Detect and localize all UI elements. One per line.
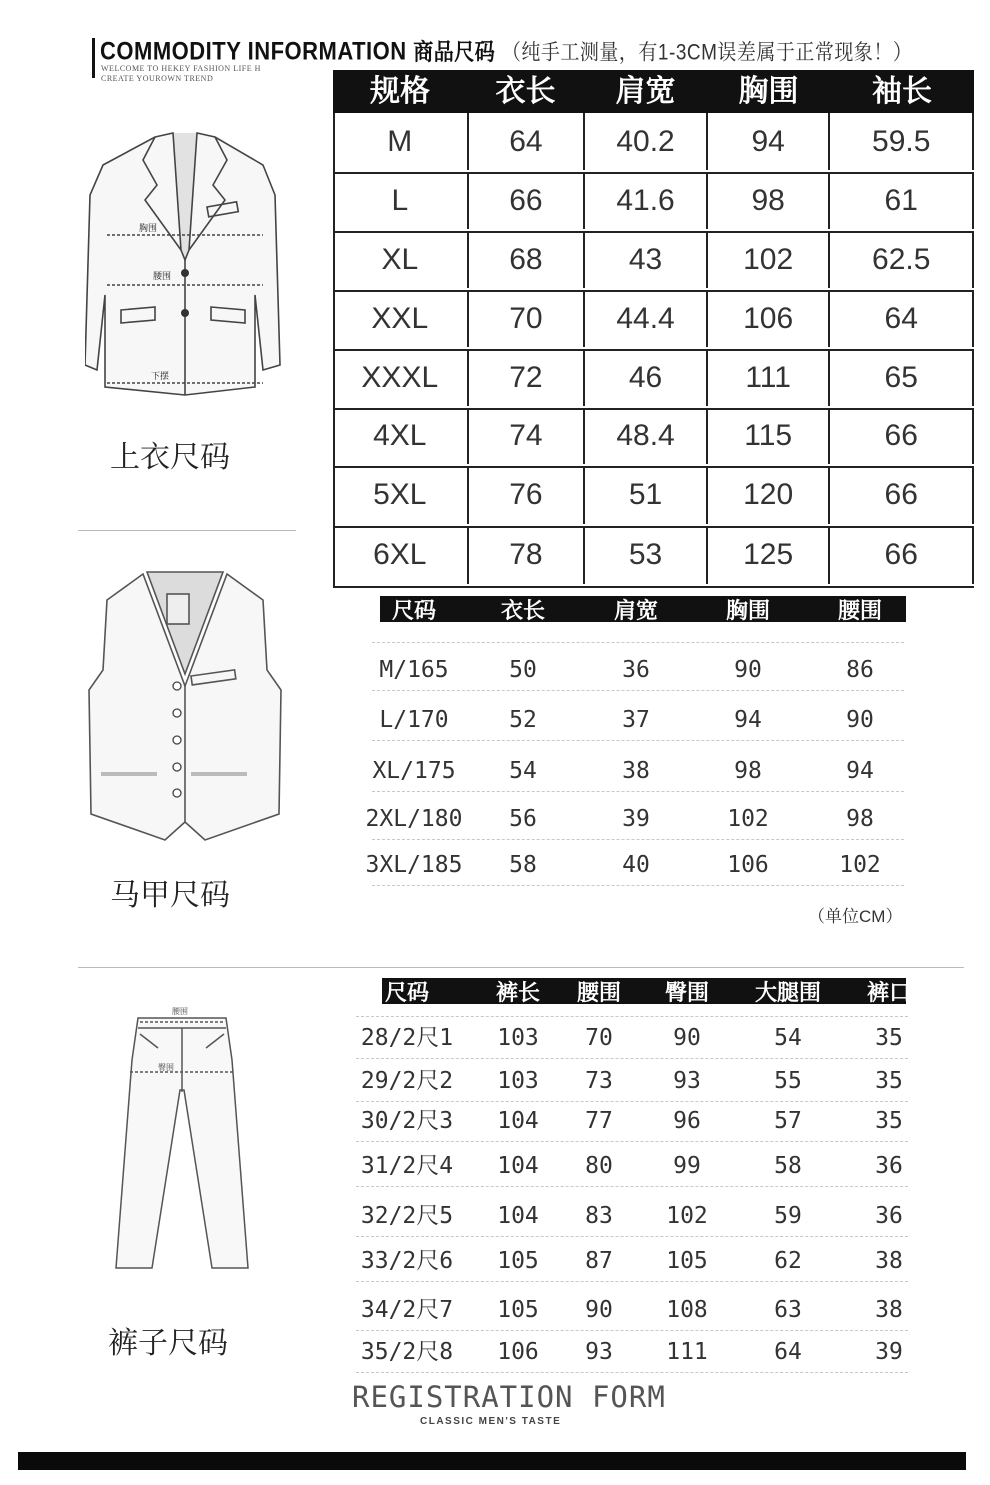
- table-cell: 35: [875, 1025, 903, 1051]
- table-cell: 120: [708, 466, 831, 524]
- table-row: [333, 408, 974, 468]
- table-row: [0, 705, 990, 735]
- table-cell: 62.5: [830, 231, 974, 288]
- table-cell: 80: [585, 1153, 613, 1179]
- title-en: COMMODITY INFORMATION: [100, 36, 407, 66]
- pants-table-header: [382, 978, 911, 1005]
- header-accent-bar: [92, 38, 95, 78]
- table-cell: 66: [469, 172, 586, 229]
- table-cell: XXL: [333, 290, 469, 347]
- table-cell: 33/2尺6: [360, 1248, 454, 1274]
- page-title: [100, 33, 912, 66]
- table-cell: 36: [875, 1203, 903, 1229]
- table-cell: 94: [708, 113, 831, 170]
- table-row: [333, 290, 974, 351]
- table-cell: 74: [469, 408, 586, 464]
- table-cell: 104: [497, 1203, 539, 1229]
- table-cell: 28/2尺1: [360, 1025, 454, 1051]
- row-divider: [356, 1058, 908, 1059]
- table-cell: 40: [622, 852, 650, 878]
- table-cell: 106: [708, 290, 831, 347]
- row-divider: [372, 740, 904, 741]
- header-subtitle-1: WELCOME TO HEKEY FASHION LIFE H: [101, 64, 261, 73]
- pants-size-label: 裤子尺码: [108, 1327, 228, 1360]
- table-cell: 72: [469, 349, 586, 406]
- pants-hip-label: 臀围: [158, 1063, 174, 1072]
- table-row: [0, 850, 990, 880]
- table-cell: 5XL: [333, 466, 469, 524]
- divider: [78, 967, 964, 968]
- pants-col-header: 裤长: [495, 979, 540, 1005]
- table-cell: 64: [830, 290, 974, 347]
- pants-col-header: 腰围: [576, 979, 621, 1005]
- table-cell: 73: [585, 1068, 613, 1094]
- vest-col-header: 胸围: [725, 597, 770, 623]
- row-divider: [372, 642, 904, 643]
- table-cell: 90: [585, 1297, 613, 1323]
- table-cell: 58: [509, 852, 537, 878]
- table-cell: 38: [875, 1297, 903, 1323]
- table-cell: 77: [585, 1108, 613, 1134]
- jacket-col-header: 胸围: [738, 75, 799, 108]
- table-cell: 56: [509, 806, 537, 832]
- table-row: [333, 231, 974, 292]
- table-cell: 36: [875, 1153, 903, 1179]
- table-cell: 93: [673, 1068, 701, 1094]
- table-cell: 78: [469, 526, 586, 584]
- table-cell: M: [333, 113, 469, 170]
- table-cell: 62: [774, 1248, 802, 1274]
- table-cell: 98: [846, 806, 874, 832]
- table-cell: 90: [846, 707, 874, 733]
- table-cell: M/165: [379, 657, 449, 683]
- table-cell: 70: [585, 1025, 613, 1051]
- table-cell: 66: [830, 466, 974, 524]
- table-cell: 90: [673, 1025, 701, 1051]
- table-cell: 105: [497, 1297, 539, 1323]
- table-cell: 111: [666, 1339, 708, 1365]
- table-cell: 38: [875, 1248, 903, 1274]
- table-row: [0, 1023, 990, 1053]
- row-divider: [356, 1016, 908, 1017]
- pants-col-header: 臀围: [664, 979, 709, 1005]
- table-cell: 104: [497, 1153, 539, 1179]
- table-cell: 105: [497, 1248, 539, 1274]
- table-row: [333, 349, 974, 410]
- table-cell: 4XL: [333, 408, 469, 464]
- table-cell: 64: [774, 1339, 802, 1365]
- table-cell: 3XL/185: [365, 852, 463, 878]
- title-cn: 商品尺码: [413, 39, 496, 66]
- table-cell: 94: [846, 758, 874, 784]
- jacket-diagram: [85, 125, 295, 410]
- vest-col-header: 衣长: [500, 597, 545, 623]
- table-cell: 53: [585, 526, 708, 584]
- table-row: [0, 1066, 990, 1096]
- table-row: [333, 172, 974, 233]
- pants-col-header: 裤口: [866, 979, 911, 1005]
- table-cell: 105: [666, 1248, 708, 1274]
- vest-size-label: 马甲尺码: [110, 879, 230, 912]
- table-cell: 41.6: [585, 172, 708, 229]
- table-cell: 90: [734, 657, 762, 683]
- vest-col-header: 尺码: [391, 597, 436, 623]
- jacket-size-table: [333, 70, 974, 586]
- footer-bar: [18, 1452, 966, 1470]
- table-row: [0, 1106, 990, 1136]
- table-cell: 43: [585, 231, 708, 288]
- row-divider: [372, 791, 904, 792]
- table-cell: 54: [774, 1025, 802, 1051]
- table-cell: 35: [875, 1108, 903, 1134]
- registration-form-title: REGISTRATION FORM: [352, 1380, 666, 1414]
- row-divider: [356, 1186, 908, 1187]
- table-cell: 70: [469, 290, 586, 347]
- table-cell: 59.5: [830, 113, 974, 170]
- table-cell: 35: [875, 1068, 903, 1094]
- table-cell: 38: [622, 758, 650, 784]
- table-cell: 103: [497, 1025, 539, 1051]
- header-subtitle-2: CREATE YOUROWN TREND: [101, 74, 214, 83]
- row-divider: [356, 1330, 908, 1331]
- row-divider: [372, 839, 904, 840]
- table-row: [333, 526, 974, 588]
- table-cell: 102: [666, 1203, 708, 1229]
- jacket-table-header: [333, 70, 974, 113]
- table-cell: 52: [509, 707, 537, 733]
- row-divider: [372, 885, 904, 886]
- unit-label: （单位CM）: [808, 907, 903, 926]
- table-cell: 102: [839, 852, 881, 878]
- jacket-chest-label: 胸围: [139, 223, 158, 233]
- table-cell: 61: [830, 172, 974, 229]
- table-cell: L/170: [379, 707, 449, 733]
- table-cell: 44.4: [585, 290, 708, 347]
- table-cell: 98: [708, 172, 831, 229]
- table-row: [0, 804, 990, 834]
- jacket-waist-label: 腰围: [153, 271, 172, 281]
- table-cell: 65: [830, 349, 974, 406]
- table-cell: 29/2尺2: [360, 1068, 454, 1094]
- table-cell: 32/2尺5: [360, 1203, 454, 1229]
- table-cell: 64: [469, 113, 586, 170]
- table-row: [0, 756, 990, 786]
- table-cell: 106: [497, 1339, 539, 1365]
- table-row: [0, 655, 990, 685]
- jacket-col-header: 规格: [370, 75, 430, 108]
- table-cell: 63: [774, 1297, 802, 1323]
- table-cell: 111: [708, 349, 831, 406]
- table-cell: 31/2尺4: [360, 1153, 454, 1179]
- table-cell: 55: [774, 1068, 802, 1094]
- jacket-hem-label: 下摆: [151, 371, 170, 381]
- table-cell: 104: [497, 1108, 539, 1134]
- table-cell: 39: [622, 806, 650, 832]
- table-row: [0, 1246, 990, 1276]
- row-divider: [372, 690, 904, 691]
- table-row: [0, 1151, 990, 1181]
- table-cell: 39: [875, 1339, 903, 1365]
- table-cell: 99: [673, 1153, 701, 1179]
- table-cell: 108: [666, 1297, 708, 1323]
- table-cell: 2XL/180: [365, 806, 463, 832]
- table-cell: 66: [830, 526, 974, 584]
- table-cell: 57: [774, 1108, 802, 1134]
- table-cell: 102: [708, 231, 831, 288]
- table-cell: 93: [585, 1339, 613, 1365]
- vest-col-header: 腰围: [837, 597, 882, 623]
- table-row: [0, 1337, 990, 1367]
- table-cell: 102: [727, 806, 769, 832]
- table-cell: 87: [585, 1248, 613, 1274]
- pants-col-header: 尺码: [384, 979, 429, 1005]
- table-cell: 66: [830, 408, 974, 464]
- table-cell: 46: [585, 349, 708, 406]
- jacket-col-header: 衣长: [495, 75, 556, 108]
- table-cell: 76: [469, 466, 586, 524]
- row-divider: [356, 1372, 908, 1373]
- table-cell: 54: [509, 758, 537, 784]
- jacket-col-header: 袖长: [872, 75, 932, 108]
- table-cell: 68: [469, 231, 586, 288]
- table-cell: 86: [846, 657, 874, 683]
- table-cell: 36: [622, 657, 650, 683]
- table-cell: L: [333, 172, 469, 229]
- row-divider: [356, 1236, 908, 1237]
- pants-waist-label: 腰围: [172, 1007, 188, 1016]
- table-cell: 51: [585, 466, 708, 524]
- table-cell: 98: [734, 758, 762, 784]
- jacket-col-header: 肩宽: [615, 75, 676, 108]
- row-divider: [356, 1281, 908, 1282]
- table-cell: XXXL: [333, 349, 469, 406]
- row-divider: [356, 1141, 908, 1142]
- row-divider: [356, 1101, 908, 1102]
- table-cell: XL: [333, 231, 469, 288]
- table-cell: 37: [622, 707, 650, 733]
- jacket-table-body: [333, 113, 974, 586]
- table-cell: 115: [708, 408, 831, 464]
- table-cell: 94: [734, 707, 762, 733]
- table-cell: 34/2尺7: [360, 1297, 454, 1323]
- pants-col-header: 大腿围: [754, 979, 821, 1005]
- table-cell: 125: [708, 526, 831, 584]
- table-cell: 106: [727, 852, 769, 878]
- table-cell: 6XL: [333, 526, 469, 584]
- table-row: [0, 1201, 990, 1231]
- table-cell: 58: [774, 1153, 802, 1179]
- table-row: [333, 466, 974, 528]
- table-cell: 59: [774, 1203, 802, 1229]
- vest-col-header: 肩宽: [613, 597, 658, 623]
- table-cell: 30/2尺3: [360, 1108, 454, 1134]
- table-cell: 35/2尺8: [360, 1339, 454, 1365]
- table-cell: XL/175: [372, 758, 456, 784]
- table-cell: 50: [509, 657, 537, 683]
- table-row: [0, 1295, 990, 1325]
- table-row: [333, 113, 974, 174]
- measurement-note: （纯手工测量，有1-3CM误差属于正常现象！）: [501, 41, 913, 66]
- divider: [78, 530, 296, 531]
- jacket-size-label: 上衣尺码: [110, 441, 230, 474]
- table-cell: 103: [497, 1068, 539, 1094]
- table-cell: 96: [673, 1108, 701, 1134]
- table-cell: 48.4: [585, 408, 708, 464]
- table-cell: 83: [585, 1203, 613, 1229]
- vest-table-header: [380, 596, 906, 622]
- registration-form-subtitle: CLASSIC MEN'S TASTE: [420, 1416, 562, 1427]
- table-cell: 40.2: [585, 113, 708, 170]
